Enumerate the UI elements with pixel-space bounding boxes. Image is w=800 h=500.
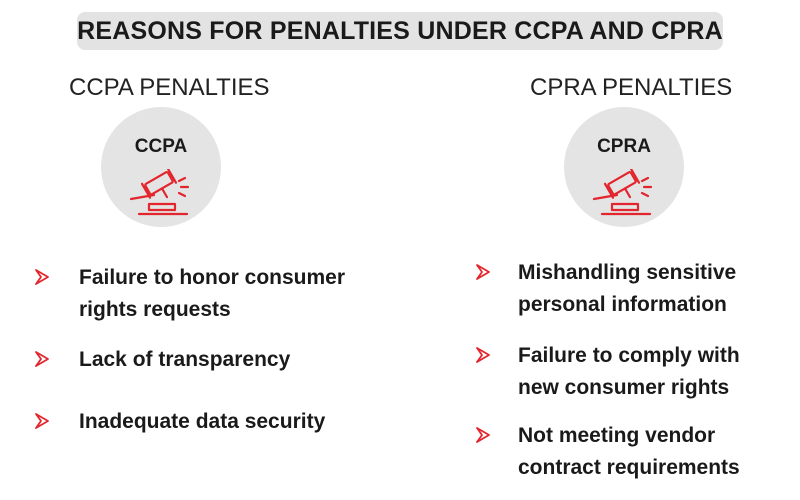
cpra-badge — [564, 107, 684, 227]
cpra-heading: CPRA PENALTIES — [530, 74, 733, 101]
ccpa-badge — [101, 107, 221, 227]
chevron-right-icon — [474, 263, 492, 281]
cpra-badge-label: CPRA — [597, 136, 651, 157]
gavel-icon — [590, 169, 656, 217]
list-item-text: Not meeting vendor contract requirements — [518, 424, 740, 479]
page-title: REASONS FOR PENALTIES UNDER CCPA AND CPRA — [77, 12, 723, 50]
list-item-text: Failure to comply with new consumer rights — [518, 344, 740, 399]
ccpa-heading: CCPA PENALTIES — [69, 74, 270, 101]
chevron-right-icon — [474, 346, 492, 364]
chevron-right-icon — [33, 350, 51, 368]
chevron-right-icon — [33, 412, 51, 430]
list-item — [474, 420, 740, 484]
list-item-text: Failure to honor consumer rights requests — [79, 266, 346, 321]
list-item — [474, 257, 736, 321]
list-item — [33, 406, 325, 438]
list-item-text: Inadequate data security — [79, 410, 326, 433]
gavel-icon — [127, 169, 193, 217]
ccpa-badge-label: CCPA — [134, 136, 188, 157]
chevron-right-icon — [33, 268, 51, 286]
list-item-text: Mishandling sensitive personal information — [518, 261, 737, 316]
list-item — [33, 344, 290, 376]
list-item — [33, 262, 345, 326]
list-item-text: Lack of transparency — [79, 348, 291, 371]
chevron-right-icon — [474, 426, 492, 444]
list-item — [474, 340, 740, 404]
